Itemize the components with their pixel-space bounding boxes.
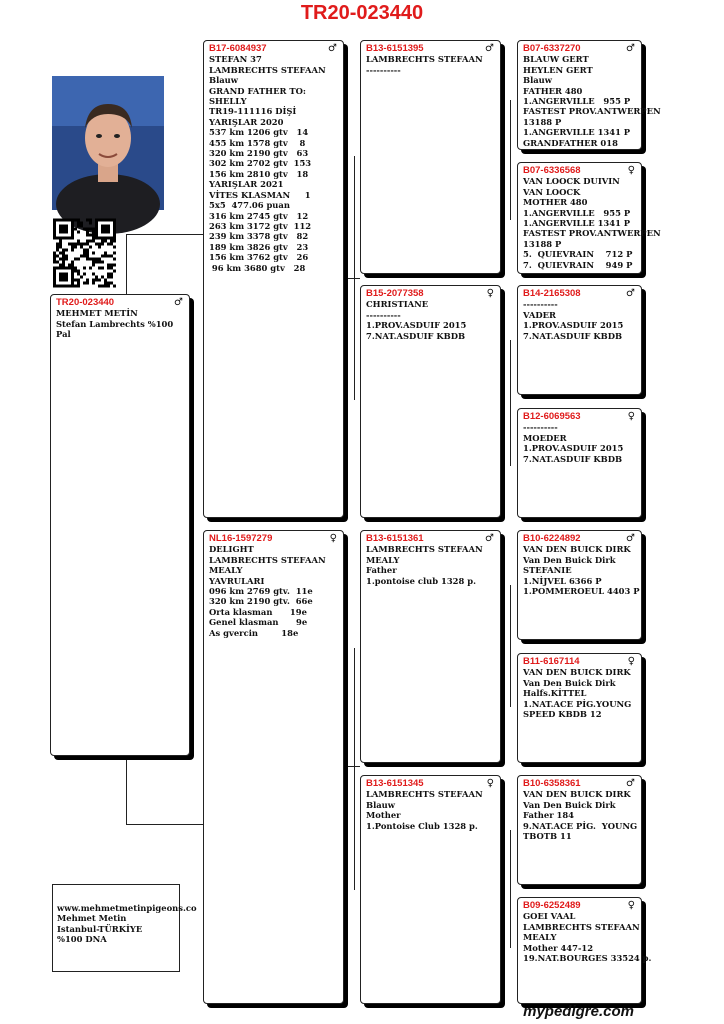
card-line: YARIŞLAR 2021 (209, 179, 284, 190)
card-line: 263 km 3172 gtv 112 (209, 220, 312, 231)
card-line: 316 km 2745 gtv 12 (209, 210, 309, 221)
qr-code[interactable] (53, 218, 116, 288)
male-icon: ♂ (174, 297, 183, 308)
card-line: 320 km 2190 gtv. 66e (209, 596, 313, 607)
card-line: FATHER 480 (523, 85, 583, 96)
card-line: As gvercin 18e (209, 627, 299, 638)
contact-name: Mehmet Metin (57, 913, 127, 924)
card-line: ---------- (523, 422, 558, 433)
card-line: ---------- (366, 64, 401, 75)
card-line: GRAND FATHER TO: (209, 85, 306, 96)
card-line: VAN LOOCK (523, 186, 581, 197)
card-line: Van Den Buick Dirk (523, 677, 616, 688)
card-line: LAMBRECHTS STEFAAN (366, 789, 483, 800)
card-line: Mother 447-12 (523, 942, 594, 953)
card-line: VİTES KLASMAN 1 (209, 189, 311, 200)
male-icon: ♂ (626, 533, 635, 544)
ring-number: B13-6151395 (366, 43, 424, 54)
card-line: GOEI VAAL (523, 911, 576, 922)
card-line: 13188 P (523, 116, 562, 127)
card-line: VAN LOOCK DUIVIN (523, 176, 620, 187)
ring-number: B14-2165308 (523, 288, 581, 299)
card-line: YARIŞLAR 2020 (209, 116, 284, 127)
father-card[interactable] (203, 40, 344, 518)
card-line: SPEED KBDB 12 (523, 709, 602, 720)
card-line: Father (366, 565, 397, 576)
card-line: 1.PROV.ASDUIF 2015 (523, 320, 624, 331)
card-line: MEALY (209, 565, 243, 576)
male-icon: ♂ (626, 43, 635, 54)
card-line: 7.NAT.ASDUIF KBDB (523, 330, 623, 341)
card-line: DELIGHT (209, 544, 254, 555)
subject-card[interactable] (50, 294, 190, 756)
male-icon: ♂ (626, 288, 635, 299)
card-line: LAMBRECHTS STEFAAN (366, 544, 483, 555)
card-line: MEHMET METİN (56, 308, 138, 319)
card-line: VAN DEN BUICK DIRK (523, 544, 631, 555)
card-line: 7.NAT.ASDUIF KBDB (366, 330, 466, 341)
card-line: 1.POMMEROEUL 4403 P (523, 586, 640, 597)
card-line: 096 km 2769 gtv. 11e (209, 586, 313, 597)
card-line: Blauw (209, 75, 238, 86)
male-icon: ♂ (485, 533, 494, 544)
pedigree-title: TR20-023440 (300, 2, 424, 24)
card-line: Van Den Buick Dirk (523, 554, 616, 565)
ggp-fff-card[interactable] (517, 40, 661, 150)
card-line: 189 km 3826 gtv 23 (209, 241, 309, 252)
maternal-grandmother-card[interactable] (360, 775, 501, 1004)
paternal-grandfather-card[interactable] (360, 40, 501, 274)
card-line: 302 km 2702 gtv 153 (209, 158, 312, 169)
ggp-fmf-card[interactable] (517, 285, 642, 395)
card-line: MEALY (523, 932, 557, 943)
female-icon: ♀ (627, 411, 635, 422)
card-line: 537 km 1206 gtv 14 (209, 127, 309, 138)
card-line: LAMBRECHTS STEFAAN (209, 64, 326, 75)
card-line: CHRISTIANE (366, 299, 429, 310)
card-line: FASTEST PROV.ANTWERPEN (523, 228, 661, 239)
card-line: 1.NİJVEL 6366 P (523, 575, 602, 586)
card-line: Van Den Buick Dirk (523, 799, 616, 810)
card-line: 1.ANGERVILLE 955 P (523, 96, 631, 107)
card-line: LAMBRECHTS STEFAAN (523, 921, 640, 932)
ring-number: B17-6084937 (209, 43, 267, 54)
card-line: 1.pontoise club 1328 p. (366, 575, 477, 586)
card-line: 1.ANGERVILLE 1341 P (523, 218, 631, 229)
ring-number: B10-6358361 (523, 778, 581, 789)
card-line: MEALY (366, 554, 400, 565)
card-line: VAN DEN BUICK DIRK (523, 667, 631, 678)
card-line: Blauw (523, 75, 552, 86)
card-line: 1.ANGERVILLE 955 P (523, 207, 631, 218)
card-line: SHELLY (209, 96, 247, 107)
ring-number: B12-6069563 (523, 411, 581, 422)
card-line: 96 km 3680 gtv 28 (209, 262, 306, 273)
card-line: Orta klasman 19e (209, 606, 307, 617)
card-line: 19.NAT.BOURGES 33524 p. (523, 953, 652, 964)
card-line: Mother (366, 810, 401, 821)
ring-number: B11-6167114 (523, 656, 580, 667)
card-line: LAMBRECHTS STEFAAN (209, 554, 326, 565)
card-line: STEFAN 37 (209, 54, 262, 65)
card-line: 13188 P (523, 238, 562, 249)
female-icon: ♀ (486, 288, 494, 299)
male-icon: ♂ (485, 43, 494, 54)
ring-number: B07-6337270 (523, 43, 581, 54)
card-line: 455 km 1578 gtv 8 (209, 137, 306, 148)
ggp-mmf-card[interactable] (517, 775, 642, 885)
card-line: 7. QUIEVRAIN 949 P (523, 259, 633, 270)
card-line: ---------- (523, 299, 558, 310)
maternal-grandfather-card[interactable] (360, 530, 501, 763)
ring-number: B13-6151361 (366, 533, 424, 544)
male-icon: ♂ (626, 778, 635, 789)
card-line: 1.NAT.ACE PİG.YOUNG (523, 698, 632, 709)
card-line: 1.Pontoise Club 1328 p. (366, 820, 478, 831)
card-line: Stefan Lambrechts %100 (56, 318, 174, 329)
ring-number: B07-6336568 (523, 165, 581, 176)
male-icon: ♂ (328, 43, 337, 54)
ring-number: B09-6252489 (523, 900, 581, 911)
card-line: ---------- (366, 309, 401, 320)
mother-card[interactable] (203, 530, 344, 1004)
card-line: 1.ANGERVILLE 1341 P (523, 127, 631, 138)
female-icon: ♀ (329, 533, 337, 544)
ggp-mff-card[interactable] (517, 530, 642, 640)
card-line: YAVRULARI (209, 575, 265, 586)
card-line: TBOTB 11 (523, 831, 572, 842)
ring-number: B15-2077358 (366, 288, 424, 299)
ggp-ffm-card[interactable] (517, 162, 661, 274)
female-icon: ♀ (627, 165, 635, 176)
card-line: 320 km 2190 gtv 63 (209, 148, 309, 159)
contact-box (52, 884, 197, 972)
female-icon: ♀ (486, 778, 494, 789)
ggp-fmm-card[interactable] (517, 408, 642, 518)
card-line: 239 km 3378 gtv 82 (209, 231, 309, 242)
card-line: 5x5 477.06 puan (209, 200, 290, 211)
card-line: Halfs.KİTTEL (523, 688, 587, 699)
ring-number: B10-6224892 (523, 533, 581, 544)
card-line: 1.PROV.ASDUIF 2015 (366, 320, 467, 331)
card-line: TR19-111116 DİŞİ (209, 106, 297, 117)
card-line: MOTHER 480 (523, 197, 588, 208)
ggp-mmm-card[interactable] (517, 897, 652, 1004)
card-line: Genel klasman 9e (209, 617, 308, 628)
ring-number: NL16-1597279 (209, 533, 273, 544)
card-line: Father 184 (523, 810, 575, 821)
ggp-mfm-card[interactable] (517, 653, 642, 763)
card-line: VAN DEN BUICK DIRK (523, 789, 631, 800)
card-line: Blauw (366, 799, 395, 810)
paternal-grandmother-card[interactable] (360, 285, 501, 518)
brand-logo[interactable]: mypedigre.com (523, 1003, 634, 1020)
contact-dna: %100 DNA (57, 934, 107, 945)
card-line: 156 km 2810 gtv 18 (209, 168, 309, 179)
card-line: FASTEST PROV.ANTWERPEN (523, 106, 661, 117)
card-line: 1.PROV.ASDUIF 2015 (523, 443, 624, 454)
card-line: VADER (523, 309, 556, 320)
card-line: 156 km 3762 gtv 26 (209, 252, 309, 263)
card-line: BLAUW GERT (523, 54, 589, 65)
card-line: 5. QUIEVRAIN 712 P (523, 249, 633, 260)
card-line: Pal (56, 329, 71, 340)
card-line: HEYLEN GERT (523, 64, 593, 75)
ring-number: TR20-023440 (56, 297, 115, 308)
female-icon: ♀ (627, 900, 635, 911)
owner-photo (52, 76, 164, 210)
card-line: MOEDER (523, 432, 567, 443)
ring-number: B13-6151345 (366, 778, 424, 789)
contact-location: Istanbul-TÜRKİYE (57, 923, 143, 934)
card-line: GRANDFATHER 018 (523, 137, 618, 148)
card-line: 7.NAT.ASDUIF KBDB (523, 453, 623, 464)
card-line: 9.NAT.ACE PİG. YOUNG (523, 820, 638, 831)
card-line: LAMBRECHTS STEFAAN (366, 54, 483, 65)
female-icon: ♀ (627, 656, 635, 667)
contact-website[interactable]: www.mehmetmetinpigeons.co (57, 903, 197, 913)
card-line: STEFANIE (523, 565, 572, 576)
